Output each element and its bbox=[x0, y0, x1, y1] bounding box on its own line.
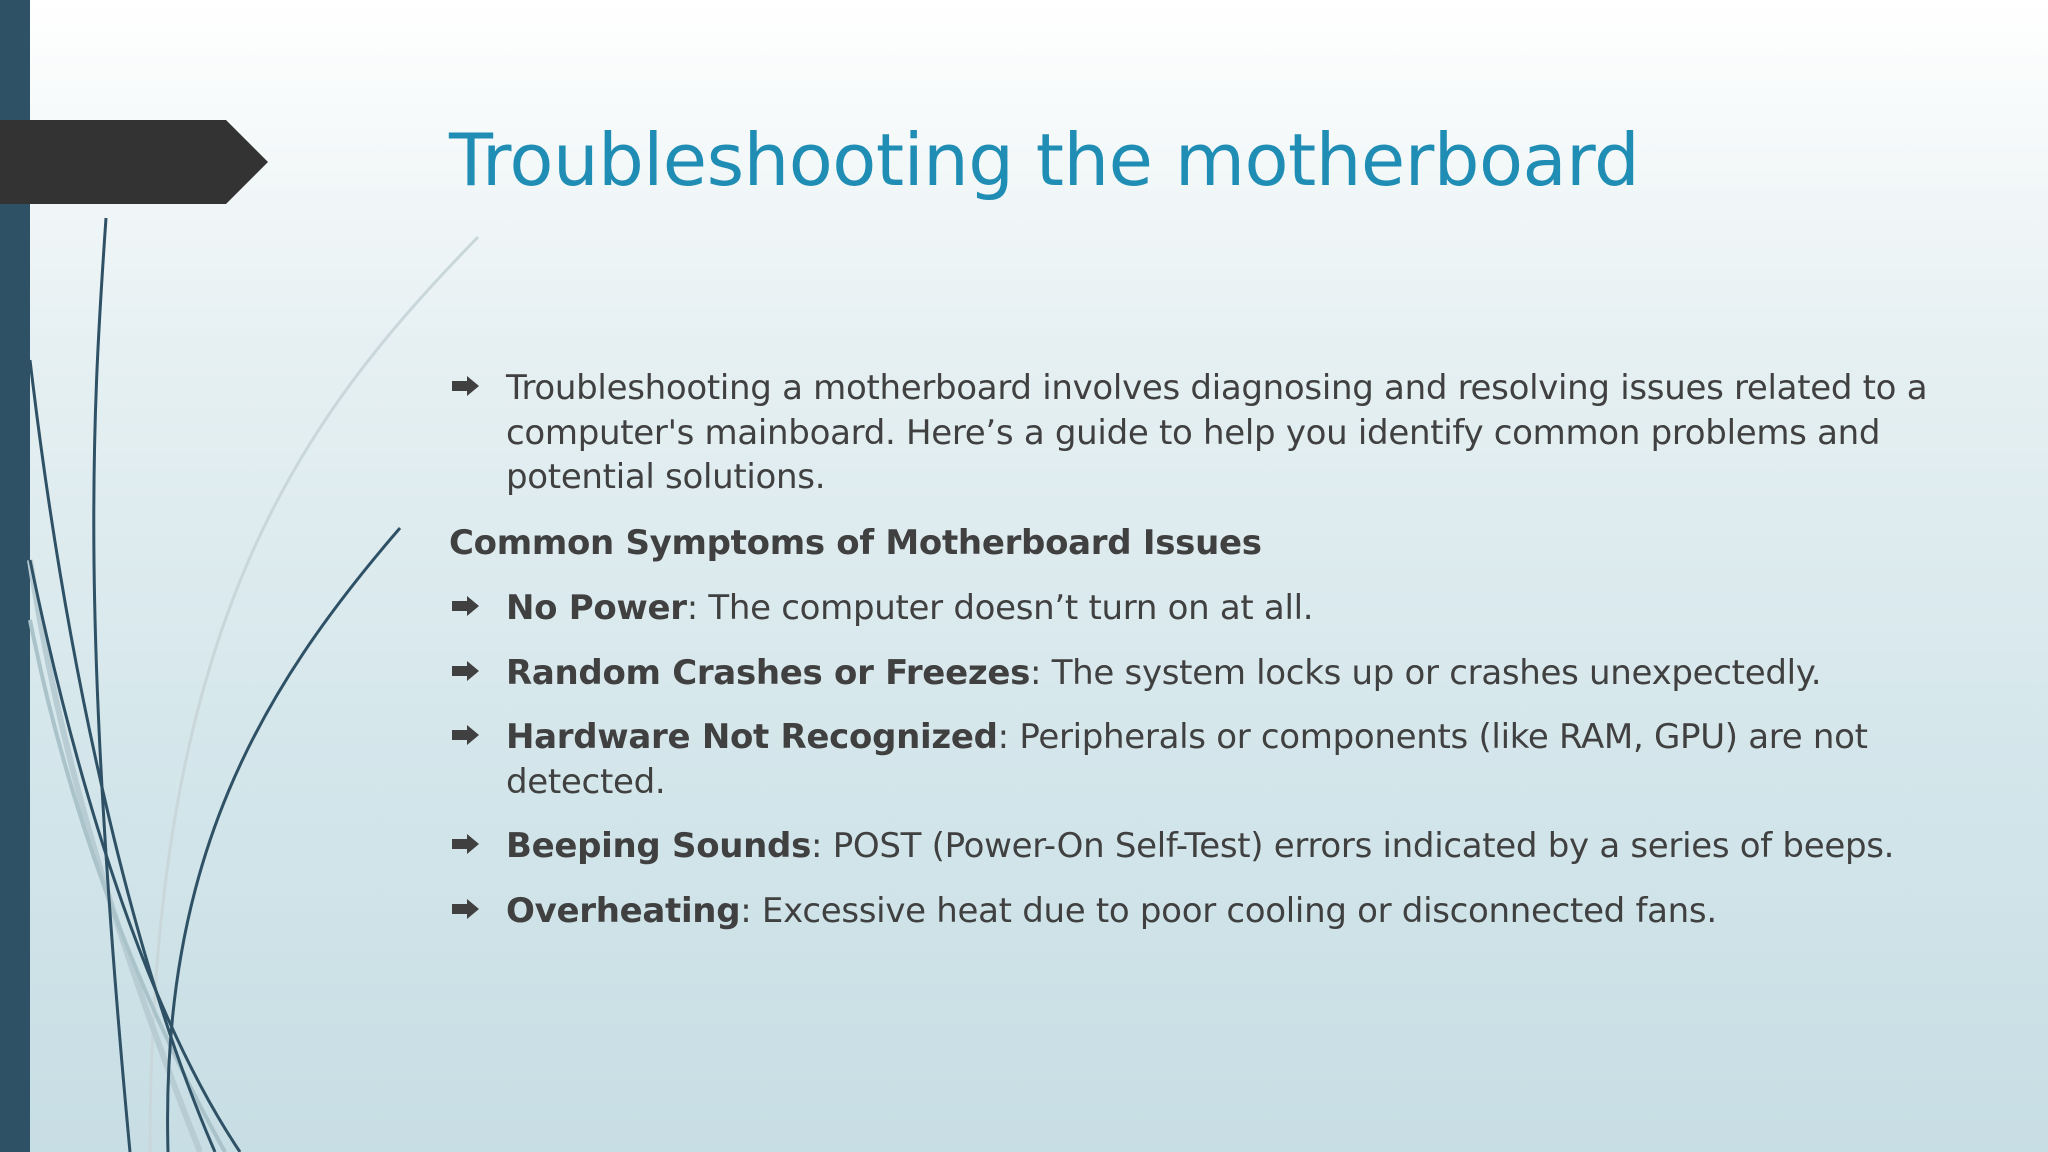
symptom-term: Beeping Sounds bbox=[506, 826, 812, 866]
slide-title: Troubleshooting the motherboard bbox=[449, 118, 1640, 202]
title-tab-arrow bbox=[0, 120, 268, 204]
symptom-item bbox=[449, 824, 1929, 869]
symptom-description: : Peripherals or components (like RAM, GPU) are not detected. bbox=[506, 717, 1868, 802]
symptom-description: : The computer doesn’t turn on at all. bbox=[686, 588, 1314, 628]
intro-bullet bbox=[449, 366, 1929, 500]
arrow-bullet-icon bbox=[451, 366, 481, 410]
symptom-description: : The system locks up or crashes unexpectedly. bbox=[1030, 652, 1822, 693]
symptom-description: : POST (Power-On Self-Test) errors indicated by a series of beeps. bbox=[811, 826, 1895, 866]
symptom-term: Overheating bbox=[506, 890, 741, 931]
arrow-bullet-icon bbox=[451, 889, 481, 933]
symptom-term: No Power bbox=[506, 588, 687, 628]
symptom-item bbox=[449, 889, 1929, 934]
symptom-item bbox=[449, 715, 1929, 804]
arrow-bullet-icon bbox=[451, 651, 481, 695]
arrow-bullet-icon bbox=[451, 586, 481, 630]
slide-body bbox=[449, 366, 1929, 953]
intro-text: Troubleshooting a motherboard involves diagnosing and resolving issues related to a computer's mainboard. Here’s a guide to help you identify common problems and potential solutions. bbox=[506, 368, 1928, 497]
arrow-bullet-icon bbox=[451, 715, 481, 759]
symptom-description: : Excessive heat due to poor cooling or disconnected fans. bbox=[740, 890, 1717, 931]
symptom-term: Random Crashes or Freezes bbox=[506, 652, 1031, 693]
section-heading: Common Symptoms of Motherboard Issues bbox=[449, 522, 1262, 563]
arrow-bullet-icon bbox=[451, 824, 481, 868]
symptom-item bbox=[449, 586, 1929, 631]
symptom-term: Hardware Not Recognized bbox=[506, 717, 998, 757]
symptom-item bbox=[449, 651, 1929, 696]
